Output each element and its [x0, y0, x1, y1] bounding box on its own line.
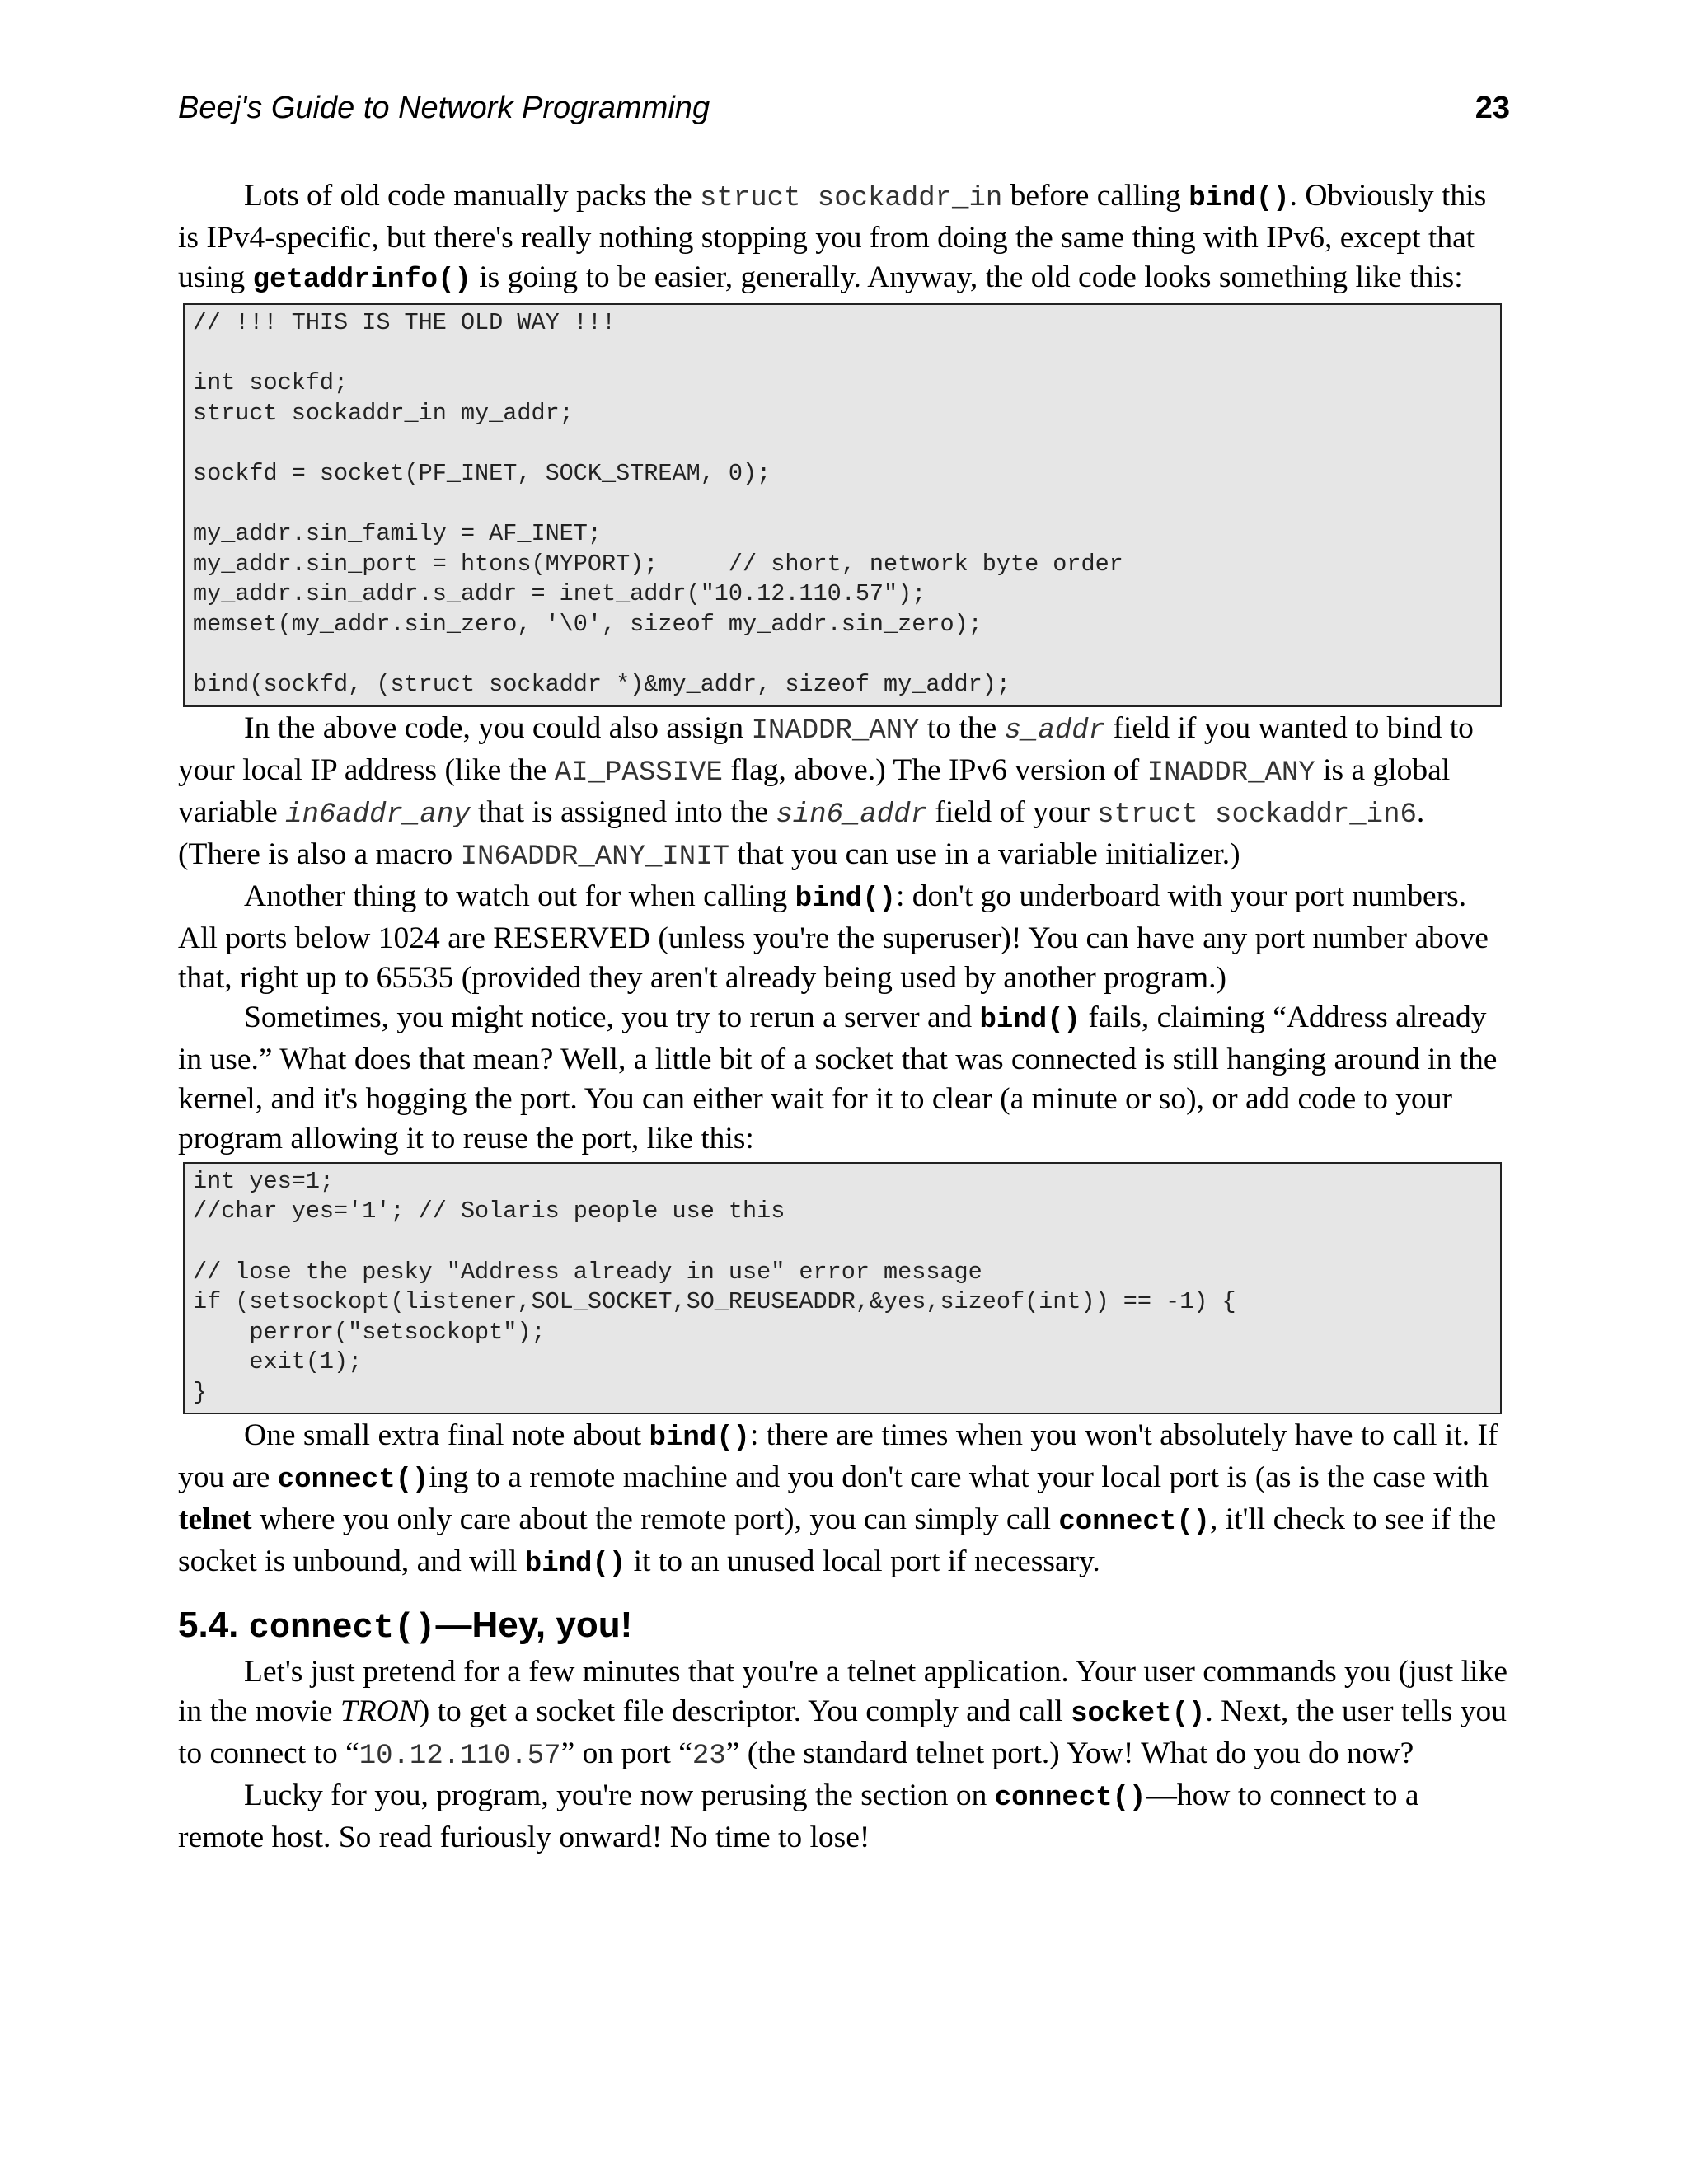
code-line: if (setsockopt(listener,SOL_SOCKET,SO_REUSEADDR,&yes,sizeof(int)) == -1) { — [193, 1288, 1236, 1316]
running-header — [178, 91, 1510, 143]
code-line: perror("setsockopt"); — [193, 1318, 546, 1346]
code-line: // lose the pesky "Address already in use" error message — [193, 1258, 982, 1286]
code-line — [193, 339, 1492, 369]
code-line: //char yes='1'; // Solaris people use this — [193, 1197, 785, 1226]
code-line: // !!! THIS IS THE OLD WAY !!! — [193, 309, 617, 336]
book-title: Beej's Guide to Network Programming — [178, 91, 710, 125]
paragraph-address-in-use: Sometimes, you might notice, you try to rerun a server and bind() fails, claiming “Address already in use.” What does that mean? Well, a little bit of a socket that was connected is still hanging around in the kernel, and it's hogging the port. You can either wait for it to clear (a minute or so), or add code to your program allowing it to reuse the port, like this: — [178, 1000, 1498, 1155]
code-line — [193, 429, 1492, 459]
code-block-setsockopt — [183, 1162, 1502, 1415]
code-line: sockfd = socket(PF_INET, SOCK_STREAM, 0); — [193, 459, 771, 487]
paragraph-inaddr-any: In the above code, you could also assign INADDR_ANY to the s_addr field if you wanted to bind to your local IP address (like the AI_PASSIVE flag, above.) The IPv6 version of INADDR_ANY is a global variable in6addr_any that is assigned into the sin6_addr field of your struct sockaddr_in6. (There is also a macro IN6ADDR_ANY_INIT that you can use in a variable initializer.) — [178, 710, 1474, 873]
paragraph-port-numbers: Another thing to watch out for when calling bind(): don't go underboard with your port numbers. All ports below 1024 are RESERVED (unless you're the superuser)! You can have any port number above that, right up to 65535 (provided they aren't already being used by another program.) — [178, 879, 1489, 995]
section-heading-connect: 5.4. connect()—Hey, you! — [178, 1605, 633, 1648]
code-line: my_addr.sin_addr.s_addr = inet_addr("10.12.110.57"); — [193, 580, 926, 608]
code-line: bind(sockfd, (struct sockaddr *)&my_addr, sizeof my_addr); — [193, 671, 1010, 699]
paragraph-read-onward: Lucky for you, program, you're now perusing the section on connect()—how to connect to a remote host. So read furiously onward! No time to lose! — [178, 1779, 1419, 1855]
paragraph-telnet-example: Let's just pretend for a few minutes that you're a telnet application. Your user commands you (just like in the movie TRON) to get a socket file descriptor. You comply and call socket(). Next, the user tells you to connect to “10.12.110.57” on port “23” (the standard telnet port.) Yow! What do you do now? — [178, 1655, 1507, 1773]
code-line: my_addr.sin_family = AF_INET; — [193, 520, 602, 548]
code-line: struct sockaddr_in my_addr; — [193, 399, 574, 427]
paragraph-bind-note: One small extra final note about bind(): there are times when you won't absolutely have to call it. If you are connect()ing to a remote machine and you don't care what your local port is (as is the case with telnet where you only care about the remote port), you can simply call connect(), it'll check to see if the socket is unbound, and will bind() it to an unused local port if necessary. — [178, 1418, 1498, 1581]
paragraph-old-code-intro: Lots of old code manually packs the struct sockaddr_in before calling bind(). Obviously this is IPv4-specific, but there's really nothing stopping you from doing the same thing with IPv6, except that using getaddrinfo() is going to be easier, generally. Anyway, the old code looks something like this: — [178, 179, 1487, 296]
code-line — [193, 490, 1492, 520]
code-block-old-way — [183, 303, 1502, 707]
code-line — [193, 640, 1492, 671]
code-line: my_addr.sin_port = htons(MYPORT); // short, network byte order — [193, 550, 1123, 578]
code-line — [193, 1227, 1492, 1258]
code-line: exit(1); — [193, 1348, 363, 1376]
code-line: memset(my_addr.sin_zero, '\0', sizeof my_addr.sin_zero); — [193, 610, 982, 638]
code-line: int sockfd; — [193, 369, 349, 397]
page-number: 23 — [1475, 91, 1510, 125]
code-line: } — [193, 1378, 208, 1406]
code-line: int yes=1; — [193, 1167, 335, 1195]
